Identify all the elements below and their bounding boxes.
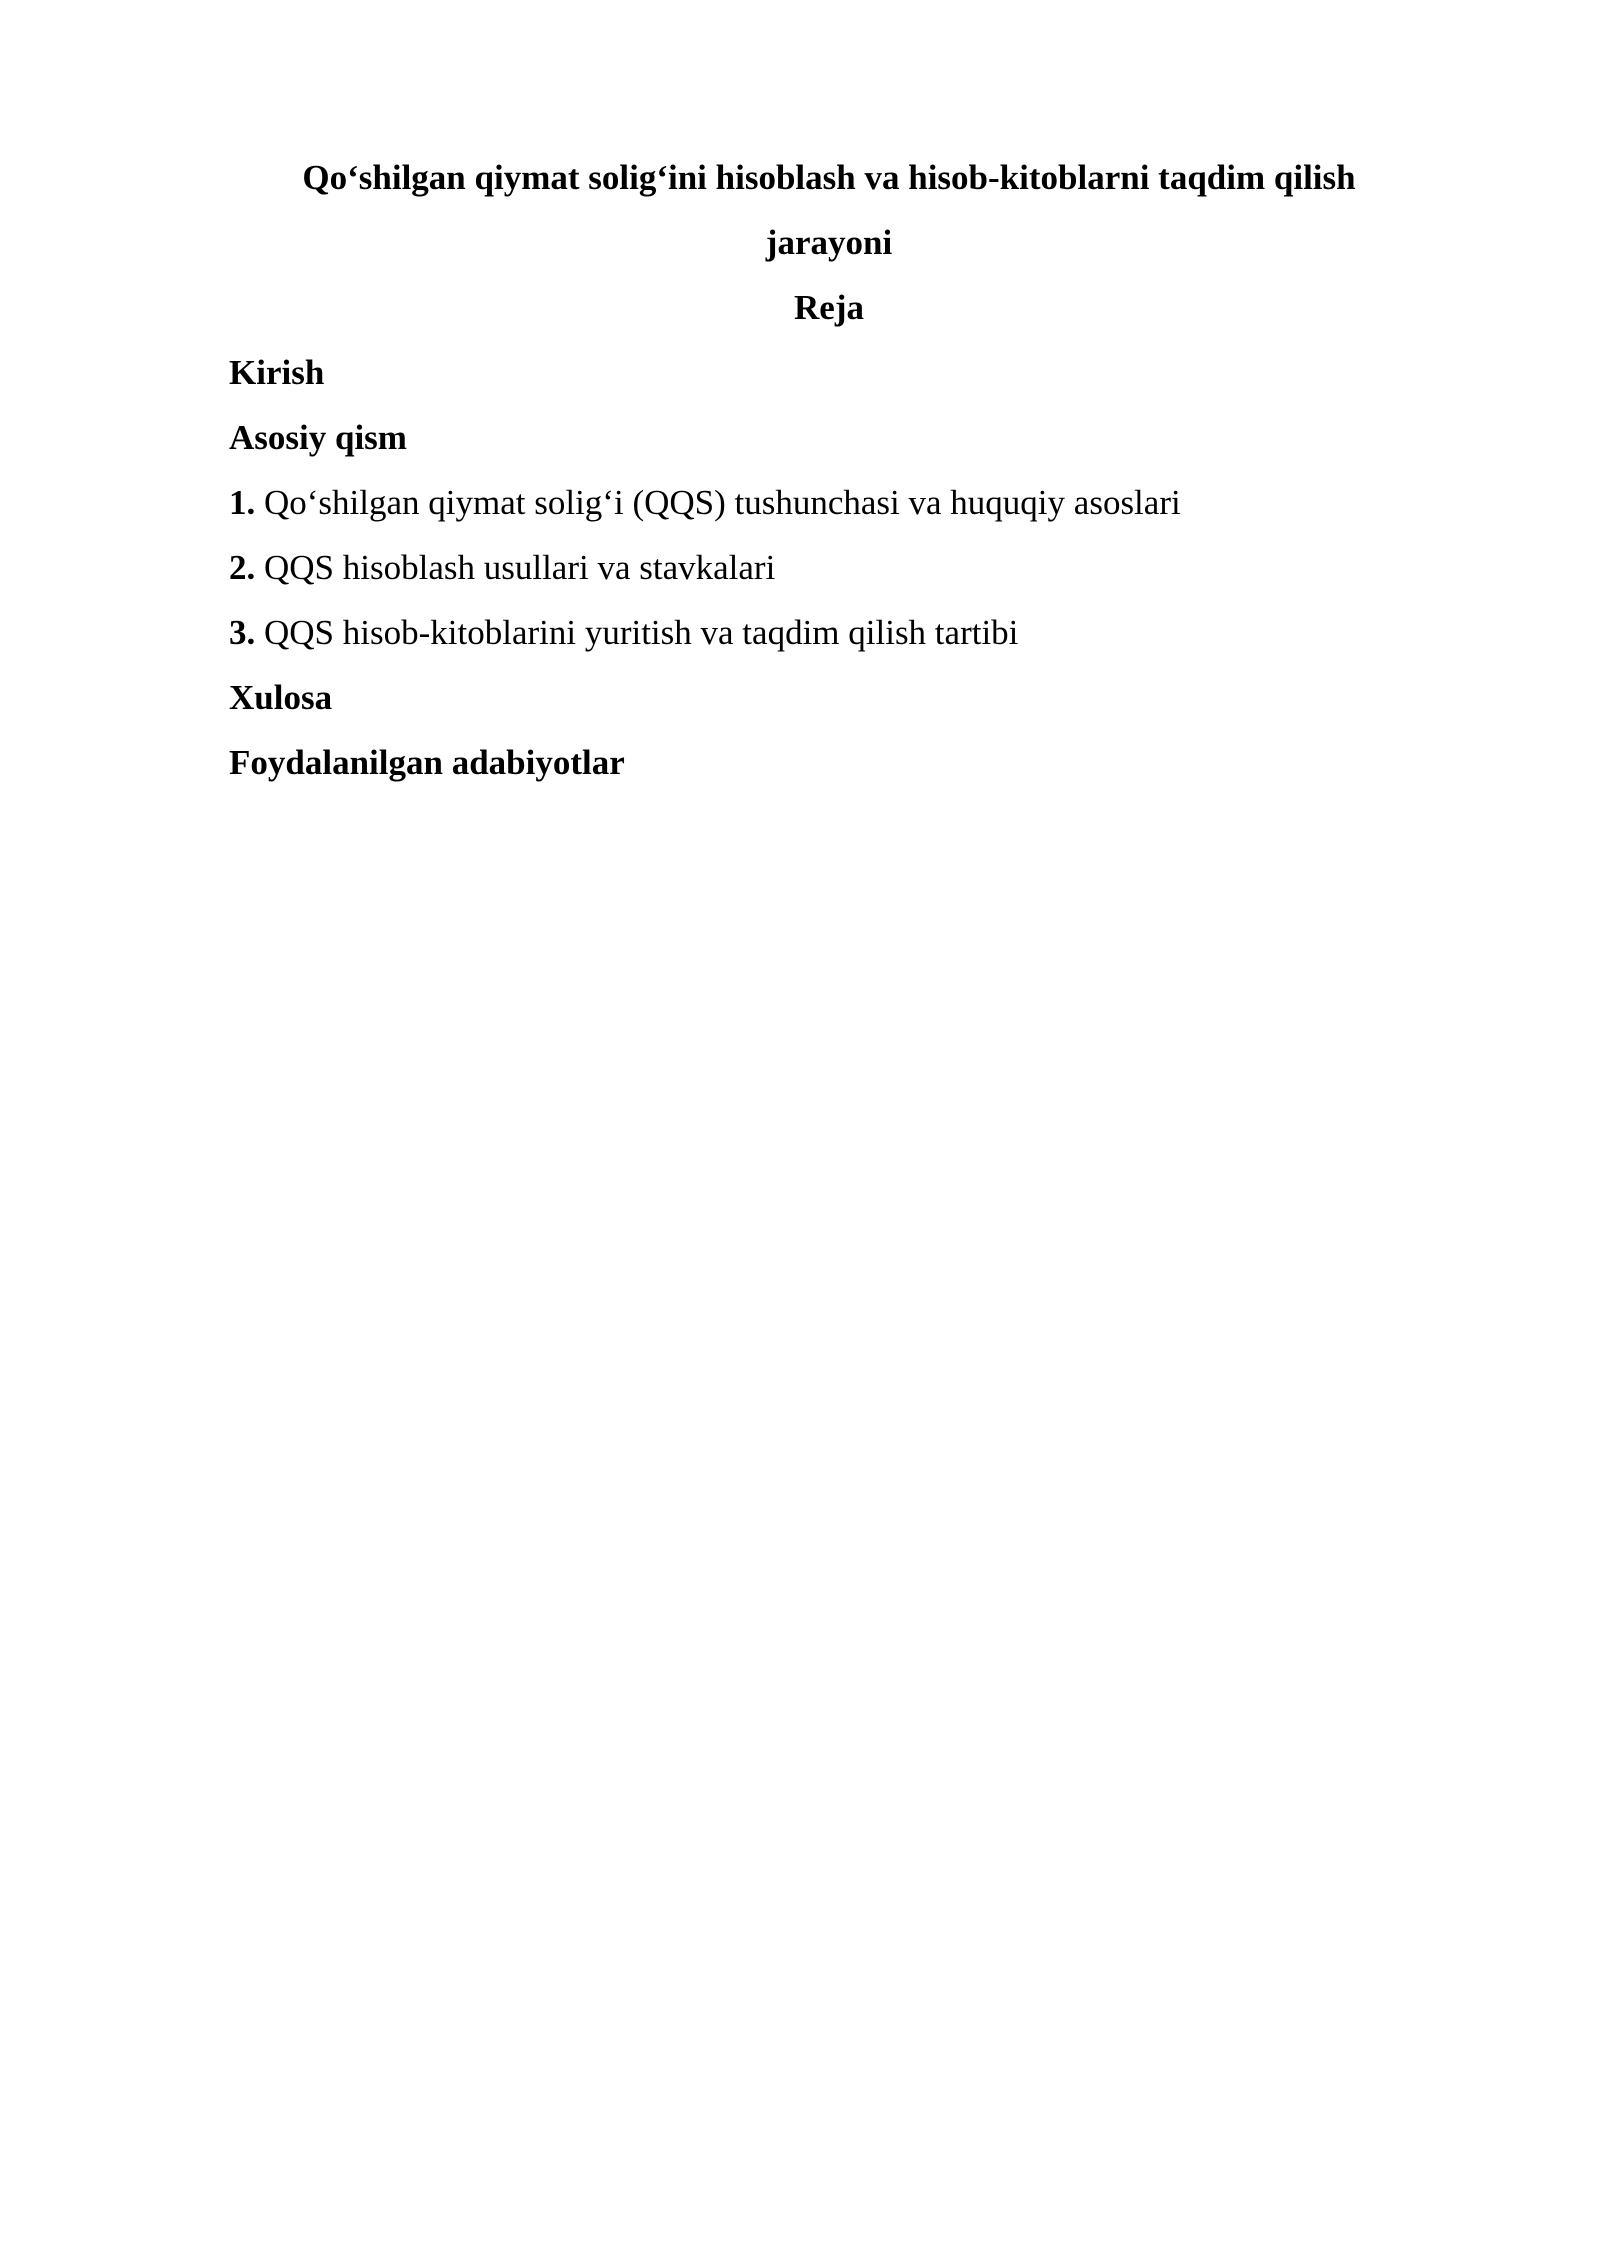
plan-item-text: QQS hisob-kitoblarini yuritish va taqdim qilish tartibi	[255, 613, 1019, 652]
plan-item	[229, 600, 1429, 665]
conclusion-heading: Xulosa	[229, 678, 333, 717]
plan-item-text: QQS hisoblash usullari va stavkalari	[255, 548, 776, 587]
plan-item-number: 3.	[229, 613, 256, 652]
plan-item	[229, 535, 1429, 600]
document-title	[229, 145, 1429, 275]
document-content	[229, 145, 1429, 795]
document-title-line-2: jarayoni	[765, 223, 893, 262]
plan-item	[229, 470, 1429, 535]
plan-item-number: 2.	[229, 548, 256, 587]
plan-item-text: Qo‘shilgan qiymat solig‘i (QQS) tushunchasi va huquqiy asoslari	[255, 483, 1181, 522]
references-heading: Foydalanilgan adabiyotlar	[229, 743, 625, 782]
plan-subtitle: Reja	[794, 288, 864, 327]
main-part-heading: Asosiy qism	[229, 418, 407, 457]
document-title-line-1: Qo‘shilgan qiymat solig‘ini hisoblash va hisob-kitoblarni taqdim qilish	[302, 158, 1356, 197]
plan-item-number: 1.	[229, 483, 256, 522]
intro-heading: Kirish	[229, 353, 325, 392]
